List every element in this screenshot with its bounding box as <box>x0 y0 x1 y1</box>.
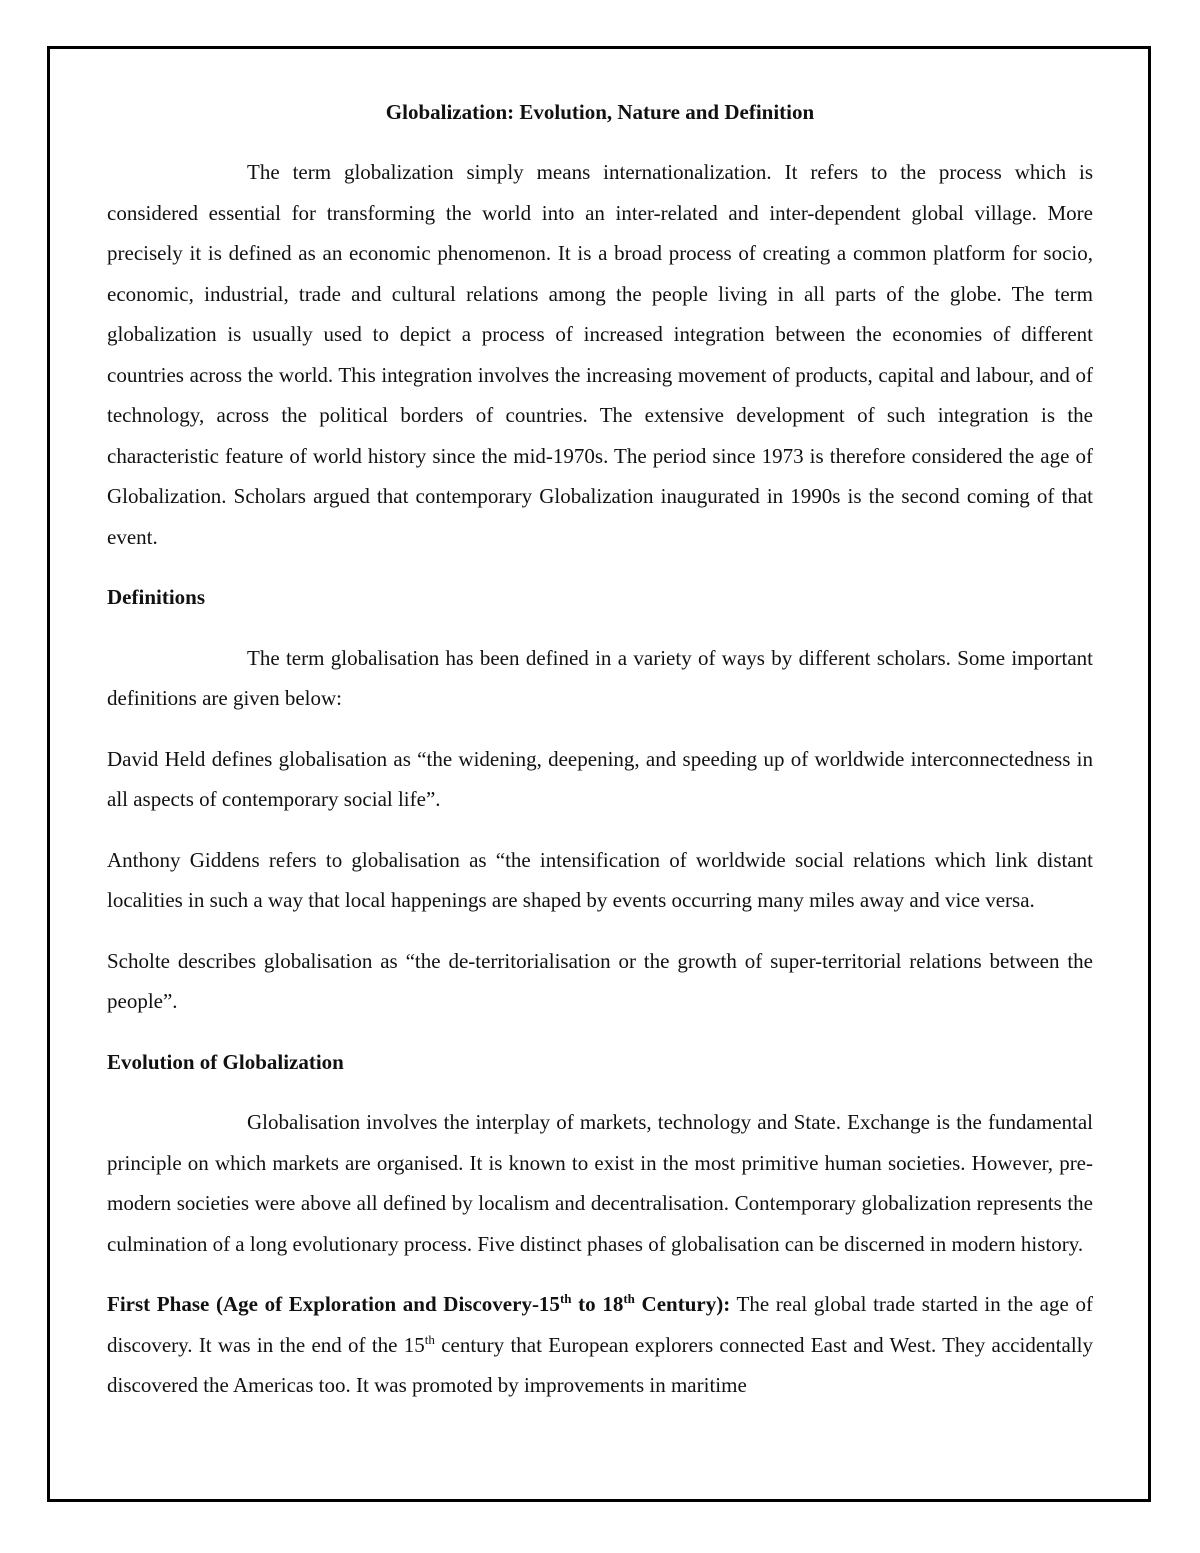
first-phase-label-part: to 18 <box>571 1292 624 1316</box>
intro-paragraph: The term globalization simply means internationalization. It refers to the process which is considered essential for transforming the world into an inter-related and inter-dependent global village. More precisely it is defined as an economic phenomenon. It is a broad process of creating a common platform for socio, economic, industrial, trade and cultural relations among the people living in all parts of the globe. The term globalization is usually used to depict a process of increased integration between the economies of different countries across the world. This integration involves the increasing movement of products, capital and labour, and of technology, across the political borders of countries. The extensive development of such integration is the characteristic feature of world history since the mid-1970s. The period since 1973 is therefore considered the age of Globalization. Scholars argued that contemporary Globalization inaugurated in 1990s is the second coming of that event. <box>107 160 1093 549</box>
definitions-heading: Definitions <box>107 585 206 609</box>
evolution-heading: Evolution of Globalization <box>107 1049 344 1074</box>
first-phase-label-part: Century): <box>634 1292 731 1316</box>
first-phase-label-part: First Phase (Age of Exploration and Discovery-15 <box>107 1292 560 1316</box>
superscript: th <box>424 1331 435 1347</box>
superscript: th <box>559 1291 572 1306</box>
document-title: Globalization: Evolution, Nature and Definition <box>385 100 815 124</box>
first-phase-label <box>107 1292 730 1316</box>
superscript: th <box>623 1291 635 1306</box>
first-phase-paragraph <box>107 1284 1093 1406</box>
first-phase-text: The real global trade started in the age of discovery. It was in the end of the 15 <box>107 1292 1093 1357</box>
document-body <box>107 92 1093 1406</box>
definitions-intro: The term globalisation has been defined in a variety of ways by different scholars. Some important definitions are given below: <box>107 645 1093 710</box>
definition-held: David Held defines globalisation as “the widening, deepening, and speeding up of worldwide interconnectedness in all aspects of contemporary social life”. <box>107 746 1093 811</box>
evolution-intro: Globalisation involves the interplay of markets, technology and State. Exchange is the fundamental principle on which markets are organised. It is known to exist in the most primitive human societies. However, pre-modern societies were above all defined by localism and decentralisation. Contemporary globalization represents the culmination of a long evolutionary process. Five distinct phases of globalisation can be discerned in modern history. <box>107 1110 1093 1256</box>
definition-giddens: Anthony Giddens refers to globalisation as “the intensification of worldwide social relations which link distant localities in such a way that local happenings are shaped by events occurring many miles away and vice versa. <box>107 847 1093 912</box>
definition-scholte: Scholte describes globalisation as “the de-territorialisation or the growth of super-territorial relations between the people”. <box>107 948 1093 1013</box>
first-phase-text: century that European explorers connected East and West. They accidentally discovered the Americas too. It was promoted by improvements in maritime <box>107 1332 1093 1397</box>
